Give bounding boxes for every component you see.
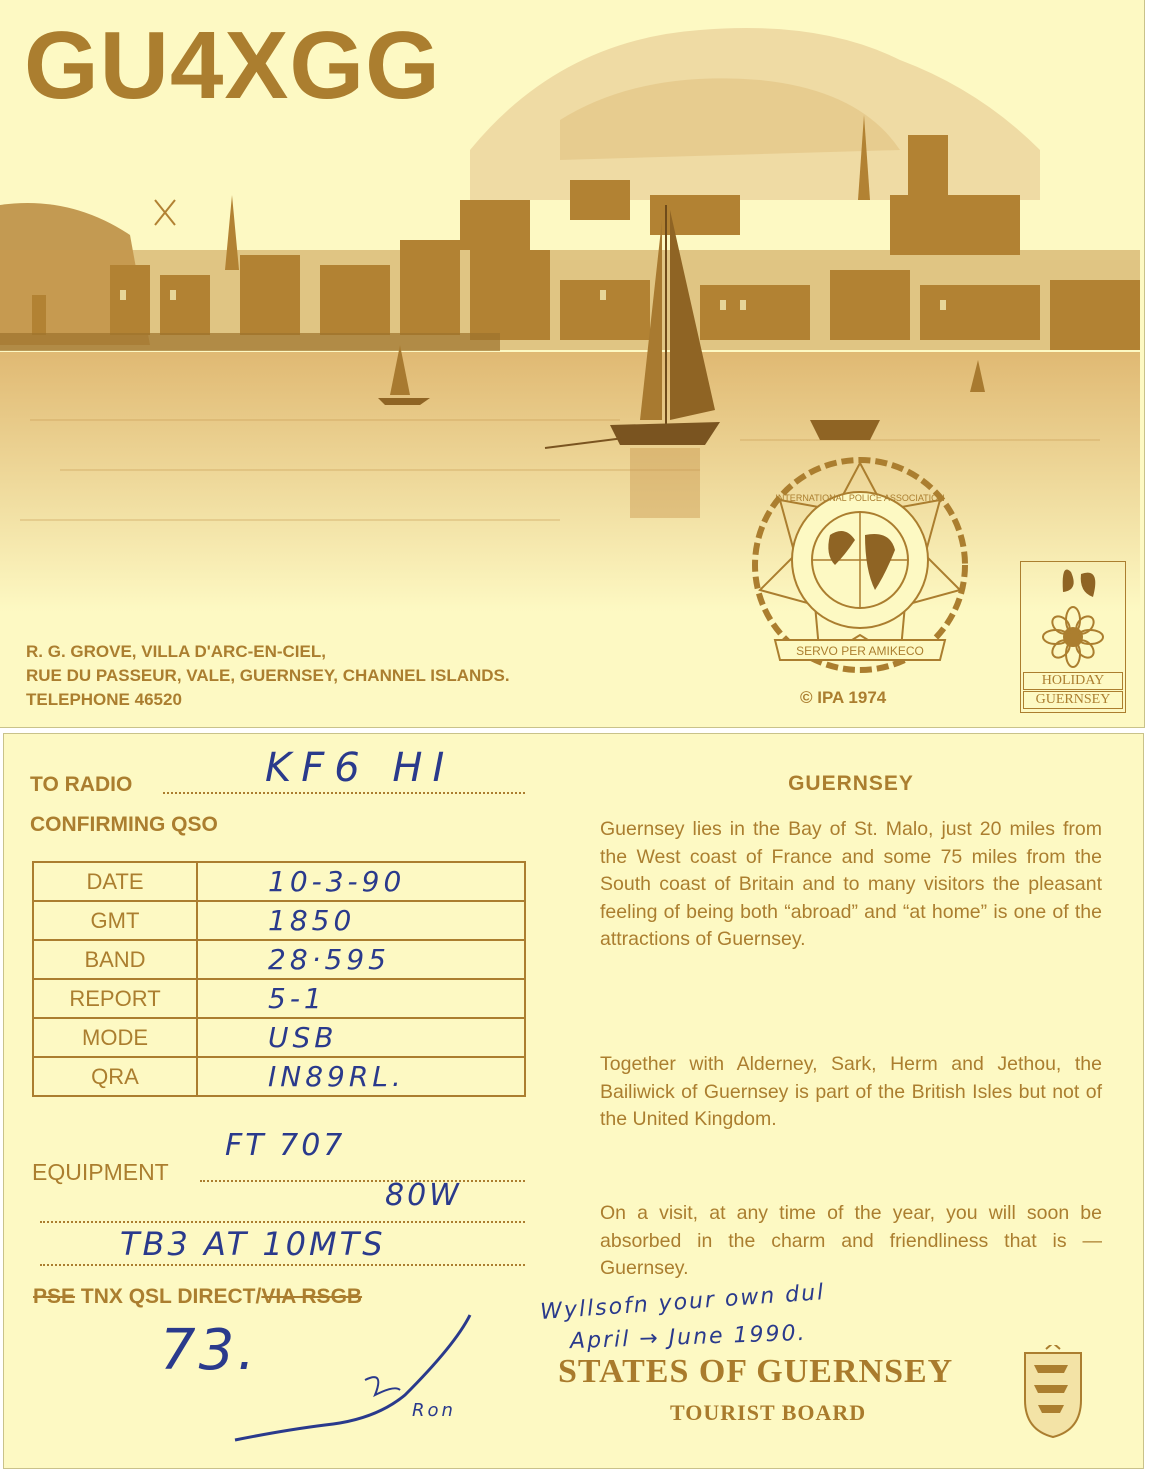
paragraph-3: On a visit, at any time of the year, you will soon be absorbed in the charm and friendliness that is — Guernsey. [600,1202,1102,1279]
equipment-value-2: 80W [385,1178,462,1213]
copyright-notice: © IPA 1974 [800,688,887,707]
to-radio-value: KF6 HI [265,745,455,791]
holiday-guernsey-badge [1020,561,1126,713]
qso-label: BAND [33,940,197,979]
qso-table [32,861,526,1097]
confirming-qso-label: CONFIRMING QSO [30,813,218,836]
equipment-dotted-line-3 [40,1264,525,1266]
states-of-guernsey: STATES OF GUERNSEY [558,1353,954,1390]
table-row [33,1018,525,1057]
equipment-dotted-line-1 [200,1180,525,1182]
qso-label: MODE [33,1018,197,1057]
badge-holiday: HOLIDAY [1023,672,1123,690]
equipment-dotted-line-2 [40,1221,525,1223]
seal-ring-text: INTERNATIONAL POLICE ASSOCIATION [775,493,945,503]
signature-scrawl [225,1305,505,1455]
table-row [33,979,525,1018]
butterfly-flower-icon [1021,562,1125,670]
paragraph-2: Together with Alderney, Sark, Herm and Jethou, the Bailiwick of Guernsey is part of the British Isles but not of the United Kingdom. [600,1053,1102,1130]
qso-value: 5-1 [197,979,525,1018]
tourist-board: TOURIST BOARD [670,1400,867,1425]
equipment-label: EQUIPMENT [32,1159,169,1185]
qso-label: REPORT [33,979,197,1018]
pse-struck: PSE [33,1285,76,1308]
table-row [33,901,525,940]
telephone: TELEPHONE 46520 [26,690,182,709]
qso-value: 28·595 [197,940,525,979]
qso-value: 1850 [197,901,525,940]
ipa-seal [735,455,985,685]
address-line-2: RUE DU PASSEUR, VALE, GUERNSEY, CHANNEL ISLANDS. [26,666,510,685]
guernsey-crest-icon [1020,1345,1086,1440]
to-radio-label: TO RADIO [30,773,133,796]
qso-value: 10-3-90 [197,862,525,901]
qsl-text: TNX QSL DIRECT/ [75,1285,262,1308]
equipment-value-1: FT 707 [225,1128,346,1163]
badge-guernsey: GUERNSEY [1023,691,1123,709]
signature-name: Ron [412,1400,456,1421]
callsign-heading: GU4XGG [24,12,441,119]
to-radio-dotted-line [163,792,525,794]
handwritten-note-line-1: Wyllsofn your own dul [539,1280,827,1325]
qso-value: IN89RL. [197,1057,525,1096]
qso-label: DATE [33,862,197,901]
signoff-73: 73. [160,1318,259,1383]
equipment-value-3: TB3 AT 10MTS [120,1225,386,1263]
handwritten-note-line-2: April → June 1990. [569,1320,807,1355]
table-row [33,862,525,901]
via-rsgb-struck: VIA RSGB [261,1285,363,1308]
qsl-card-front [0,0,1145,728]
seal-motto: SERVO PER AMIKECO [796,644,924,658]
table-row [33,940,525,979]
qso-value: USB [197,1018,525,1057]
paragraph-1: Guernsey lies in the Bay of St. Malo, just 20 miles from the West coast of France and some 75 miles from the South coast of Britain and to many visitors the pleasant feeling of being both “abroad” and “at home” is one of the attractions of Guernsey. [600,818,1102,950]
qso-label: QRA [33,1057,197,1096]
table-row [33,1057,525,1096]
sender-address [26,640,510,712]
address-line-1: R. G. GROVE, VILLA D'ARC-EN-CIEL, [26,642,326,661]
qso-label: GMT [33,901,197,940]
guernsey-title: GUERNSEY [788,772,914,795]
